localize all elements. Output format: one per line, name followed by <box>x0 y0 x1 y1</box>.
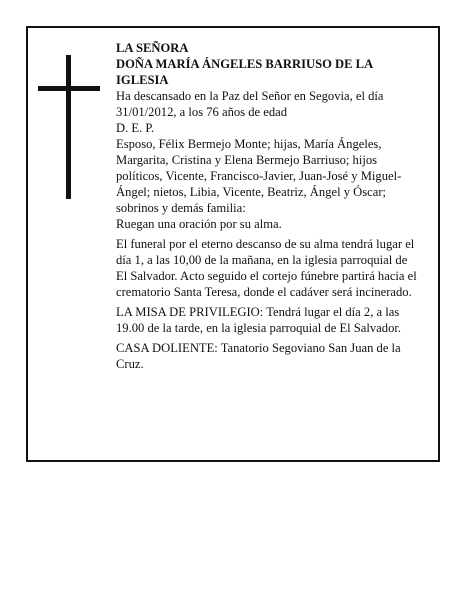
mourning-house: CASA DOLIENTE: Tanatorio Segoviano San Juan de la Cruz. <box>116 341 401 371</box>
funeral-details: El funeral por el eterno descanso de su alma tendrá lugar el día 1, a las 10,00 de la mañana, en la iglesia parroquial de El Salvador. Acto seguido el cortejo fúnebre partirá hacia el crematorio Santa Teresa, donde el cadáver será incinerado. <box>116 237 417 299</box>
family-list: Esposo, Félix Bermejo Monte; hijas, María Ángeles, Margarita, Cristina y Elena Bermejo Barriuso; hijos políticos, Vicente, Francisco-Javier, Juan-José y Miguel-Ángel; nietos, Libia, Vicente, Beatriz, Ángel y Óscar; sobrinos y demás familia: <box>116 137 402 215</box>
dep-line: D. E. P. <box>116 121 155 135</box>
obituary-notice <box>26 26 440 462</box>
deceased-name: DOÑA MARÍA ÁNGELES BARRIUSO DE LA IGLESIA <box>116 57 373 87</box>
notice-body <box>116 40 420 372</box>
mass-details: LA MISA DE PRIVILEGIO: Tendrá lugar el día 2, a las 19.00 de la tarde, en la iglesia parroquial de El Salvador. <box>116 305 402 335</box>
prayer-request: Ruegan una oración por su alma. <box>116 217 282 231</box>
passing-statement: Ha descansado en la Paz del Señor en Segovia, el día 31/01/2012, a los 76 años de edad <box>116 89 384 119</box>
cross-icon <box>38 55 100 199</box>
cross-vertical-bar <box>66 55 71 199</box>
cross-horizontal-bar <box>38 86 100 91</box>
notice-header: LA SEÑORA <box>116 41 189 55</box>
